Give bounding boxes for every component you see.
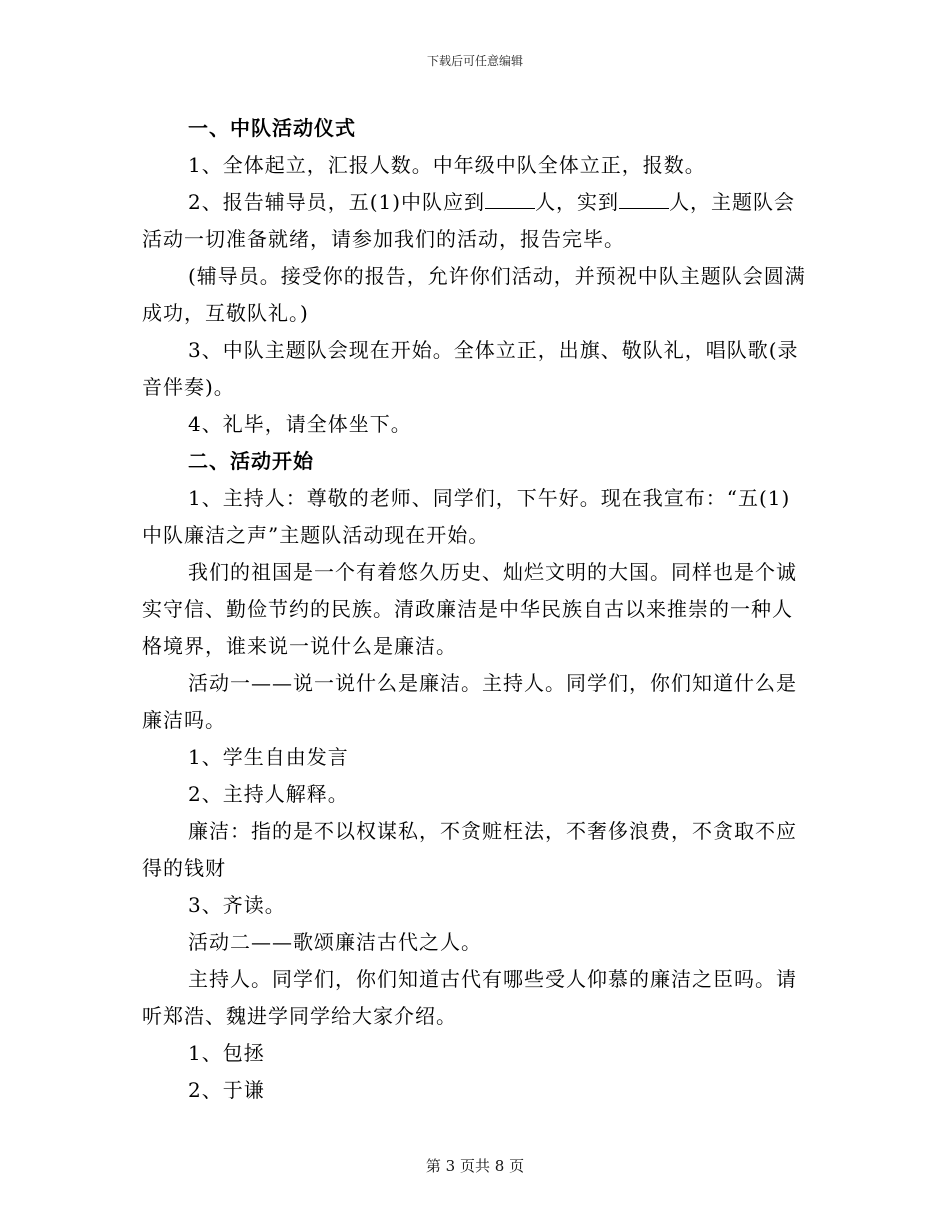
fill-blank <box>619 190 669 209</box>
paragraph: 1、主持人：尊敬的老师、同学们，下午好。现在我宣布：“五(1)中队廉洁之声”主题队活动现在开始。 <box>142 486 791 547</box>
paragraph: 3、齐读。 <box>188 893 286 917</box>
paragraph: 1、包拯 <box>188 1041 265 1065</box>
paragraph-text: 2、报告辅导员，五(1)中队应到 <box>188 190 486 214</box>
paragraph: 主持人。同学们，你们知道古代有哪些受人仰慕的廉洁之臣吗。请听郑浩、魏进学同学给大家介绍。 <box>142 967 797 1028</box>
paragraph-text: 人，主题队会活动一切准备就绪，请参加我们的活动，报告完毕。 <box>142 190 796 251</box>
fill-blank <box>485 190 535 209</box>
paragraph: 我们的祖国是一个有着悠久历史、灿烂文明的大国。同样也是个诚实守信、勤俭节约的民族。清政廉洁是中华民族自古以来推崇的一种人格境界，谁来说一说什么是廉洁。 <box>142 560 797 658</box>
page-header: 下载后可任意编辑 <box>426 54 523 68</box>
paragraph: (辅导员。接受你的报告，允许你们活动，并预祝中队主题队会圆满成功，互敬队礼。) <box>142 264 806 325</box>
paragraph: 活动二——歌颂廉洁古代之人。 <box>188 930 482 954</box>
document-body <box>142 110 808 1109</box>
section-heading: 一、中队活动仪式 <box>188 116 356 140</box>
paragraph: 2、于谦 <box>188 1078 265 1102</box>
paragraph: 1、学生自由发言 <box>188 745 349 769</box>
paragraph: 廉洁：指的是不以权谋私，不贪赃枉法，不奢侈浪费，不贪取不应得的钱财 <box>142 819 797 880</box>
paragraph: 4、礼毕，请全体坐下。 <box>188 412 412 436</box>
paragraph: 2、主持人解释。 <box>188 782 349 806</box>
paragraph-text: 人，实到 <box>535 190 620 214</box>
section-heading: 二、活动开始 <box>188 449 314 473</box>
paragraph-with-blanks <box>142 184 808 258</box>
paragraph: 活动一——说一说什么是廉洁。主持人。同学们，你们知道什么是廉洁吗。 <box>142 671 797 732</box>
paragraph: 1、全体起立，汇报人数。中年级中队全体立正，报数。 <box>188 153 706 177</box>
page-footer: 第 3 页共 8 页 <box>425 1157 525 1175</box>
paragraph: 3、中队主题队会现在开始。全体立正，出旗、敬队礼，唱队歌(录音伴奏)。 <box>142 338 799 399</box>
